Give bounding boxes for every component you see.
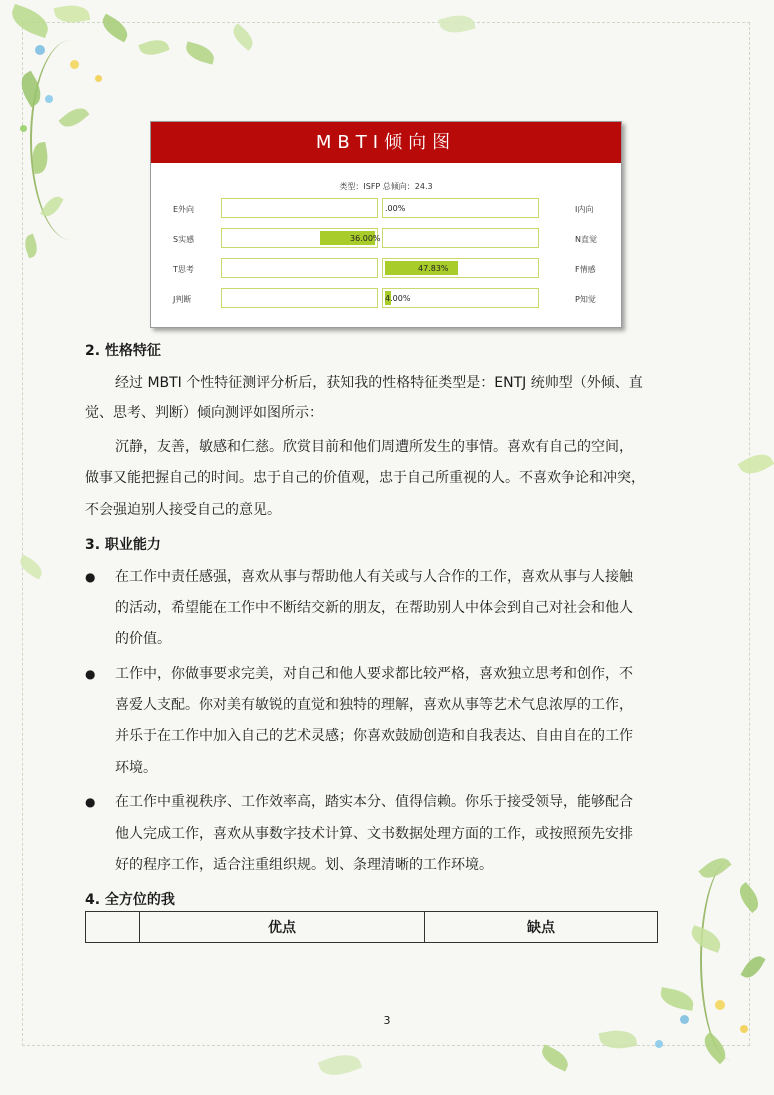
mbti-chart bbox=[150, 121, 622, 328]
s2-paragraph-2-line-2: 做事又能把握自己的时间。忠于自己的价值观，忠于自己所重视的人。不喜欢争论和冲突， bbox=[85, 470, 645, 486]
row-right-label: N直觉 bbox=[575, 235, 597, 244]
chart-subtitle: 类型：ISFP 总倾向：24.3 bbox=[339, 182, 433, 191]
bar-track-left bbox=[221, 288, 378, 308]
bullet-1-line-3: 的价值。 bbox=[115, 631, 171, 647]
section-2-title: 2. 性格特征 bbox=[85, 343, 161, 359]
self-assessment-table bbox=[85, 911, 658, 943]
bullet-icon: ● bbox=[85, 667, 96, 681]
row-right-label: I内向 bbox=[575, 205, 594, 214]
bar-value-label: 4.00% bbox=[385, 294, 411, 303]
section-4-title: 4. 全方位的我 bbox=[85, 892, 175, 908]
table-header-weaknesses: 缺点 bbox=[425, 912, 658, 943]
bar-value-label: 36.00% bbox=[350, 234, 381, 243]
bar-track-right bbox=[382, 258, 539, 278]
table-cell-blank bbox=[86, 912, 140, 943]
bullet-icon: ● bbox=[85, 570, 96, 584]
s2-paragraph-1-line-1: 经过 MBTI 个性特征测评分析后，获知我的性格特征类型是：ENTJ 统帅型（外倾、直 bbox=[115, 375, 643, 391]
row-left-label: T思考 bbox=[173, 265, 194, 274]
bar-value-label: .00% bbox=[385, 204, 406, 213]
bullet-3-line-2: 他人完成工作，喜欢从事数字技术计算、文书数据处理方面的工作，或按照预先安排 bbox=[115, 826, 633, 842]
row-right-label: P知觉 bbox=[575, 295, 596, 304]
table-row bbox=[86, 912, 658, 943]
s2-paragraph-2-line-1: 沉静，友善，敏感和仁慈。欣赏目前和他们周遭所发生的事情。喜欢有自己的空间， bbox=[115, 439, 633, 455]
table-header-strengths: 优点 bbox=[140, 912, 425, 943]
s2-paragraph-1-line-2: 觉、思考、判断）倾向测评如图所示： bbox=[85, 405, 323, 421]
bar-track-right bbox=[382, 228, 539, 248]
bar-track-right bbox=[382, 288, 539, 308]
bar-track-right bbox=[382, 198, 539, 218]
bar-track-left bbox=[221, 258, 378, 278]
bullet-2-line-3: 并乐于在工作中加入自己的艺术灵感；你喜欢鼓励创造和自我表达、自由自在的工作 bbox=[115, 728, 633, 744]
row-left-label: E外向 bbox=[173, 205, 195, 214]
bullet-2-line-2: 喜爱人支配。你对美有敏锐的直觉和独特的理解，喜欢从事等艺术气息浓厚的工作， bbox=[115, 697, 633, 713]
bullet-icon: ● bbox=[85, 795, 96, 809]
bullet-3-line-3: 好的程序工作，适合注重组织规。划、条理清晰的工作环境。 bbox=[115, 857, 493, 873]
bar-value-label: 47.83% bbox=[418, 264, 449, 273]
chart-title: MBTI倾向图 bbox=[151, 122, 621, 163]
bullet-1-line-1: 在工作中责任感强，喜欢从事与帮助他人有关或与人合作的工作，喜欢从事与人接触 bbox=[115, 569, 633, 585]
bullet-1-line-2: 的活动，希望能在工作中不断结交新的朋友，在帮助别人中体会到自己对社会和他人 bbox=[115, 600, 633, 616]
bullet-3-line-1: 在工作中重视秩序、工作效率高，踏实本分、值得信赖。你乐于接受领导，能够配合 bbox=[115, 794, 633, 810]
section-3-title: 3. 职业能力 bbox=[85, 537, 161, 553]
row-left-label: J判断 bbox=[173, 295, 192, 304]
bar-track-left bbox=[221, 228, 381, 248]
page-number: 3 bbox=[383, 1014, 391, 1027]
bullet-2-line-1: 工作中，你做事要求完美，对自己和他人要求都比较严格，喜欢独立思考和创作，不 bbox=[115, 666, 633, 682]
row-left-label: S实感 bbox=[173, 235, 195, 244]
bar-track-left bbox=[221, 198, 378, 218]
row-right-label: F情感 bbox=[575, 265, 596, 274]
bullet-2-line-4: 环境。 bbox=[115, 760, 157, 776]
s2-paragraph-2-line-3: 不会强迫别人接受自己的意见。 bbox=[85, 502, 281, 518]
